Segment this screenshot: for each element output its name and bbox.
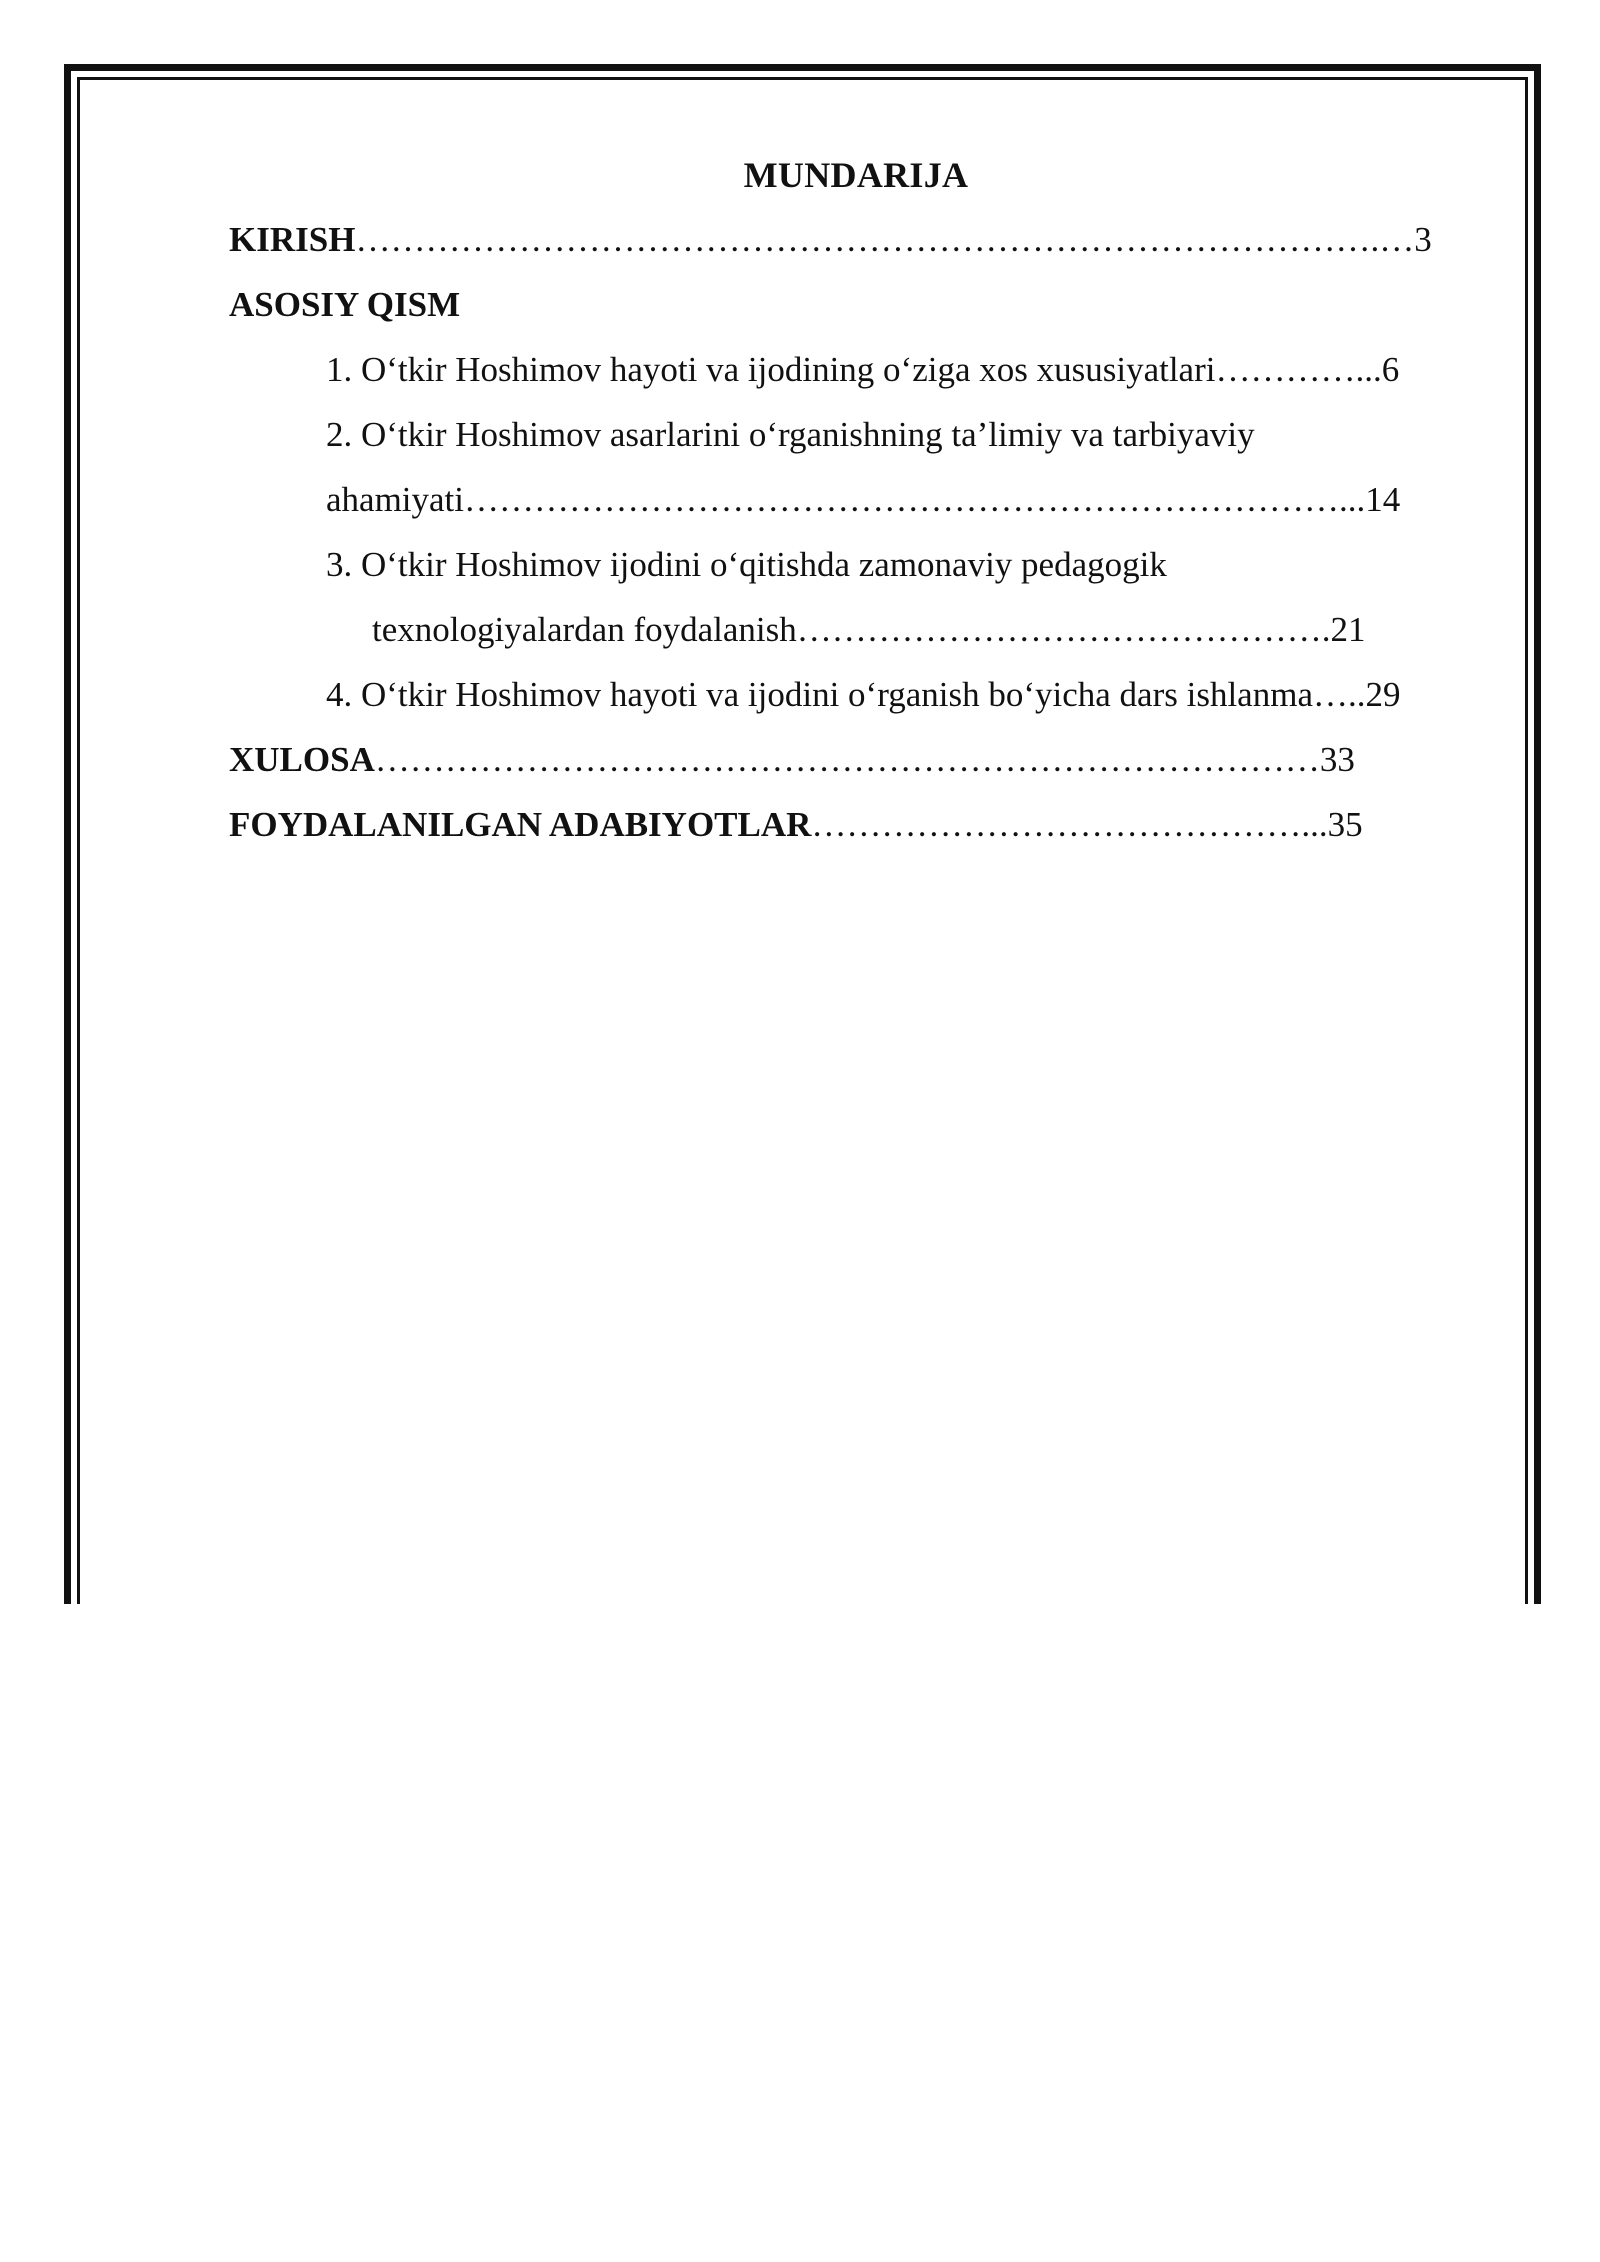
toc-entry-item-3-line-2[interactable] [372,606,1365,654]
toc-leader-dots: ……………………………………... [811,805,1328,844]
toc-entry-item-3-line-1[interactable] [326,541,1167,589]
toc-entry-adabiyotlar[interactable] [229,801,1363,849]
toc-leader-dots: …………………………………………………………………... [464,480,1366,519]
toc-title: MUNDARIJA [743,155,969,195]
toc-page-number: 33 [1319,740,1355,779]
toc-entry-xulosa[interactable] [229,736,1355,784]
toc-entry-item-2-line-1[interactable] [326,411,1255,459]
toc-entry-label: ahamiyati [326,480,465,519]
toc-entry-label: FOYDALANILGAN ADABIYOTLAR [229,805,812,844]
toc-entry-label: KIRISH [229,220,356,259]
toc-leader-dots: …………………………………………………………………………….… [355,220,1415,259]
toc-entry-label: 1. O‘tkir Hoshimov hayoti va ijodining o‘ziga xos xususiyatlari [326,350,1216,389]
toc-leader-dots: ….. [1312,675,1366,714]
toc-entry-label: 2. O‘tkir Hoshimov asarlarini o‘rganishning ta’limiy va tarbiyaviy [326,415,1255,454]
toc-entry-label: texnologiyalardan foydalanish [372,610,797,649]
toc-leader-dots: …………... [1215,350,1382,389]
toc-entry-label: 4. O‘tkir Hoshimov hayoti va ijodini o‘rganish bo‘yicha dars ishlanma [326,675,1313,714]
toc-leader-dots: ………………………………………. [796,610,1331,649]
toc-entry-label: XULOSA [229,740,375,779]
toc-entry-label: 3. O‘tkir Hoshimov ijodini o‘qitishda zamonaviy pedagogik [326,545,1167,584]
toc-entry-kirish[interactable] [229,216,1432,264]
toc-page-number: 21 [1330,610,1366,649]
toc-page-number: 29 [1365,675,1401,714]
toc-page-number: 35 [1327,805,1363,844]
toc-page-number: 6 [1381,350,1400,389]
toc-section-asosiy-qism [229,281,460,329]
toc-section-label: ASOSIY QISM [229,285,461,324]
toc-page-number: 3 [1414,220,1432,259]
toc-page-number: 14 [1365,480,1401,519]
toc-entry-item-1[interactable] [326,346,1399,394]
toc-entry-item-2-line-2[interactable] [326,476,1400,524]
toc-leader-dots: ……………………………………………………………………… [374,740,1320,779]
toc-entry-item-4[interactable] [326,671,1400,719]
